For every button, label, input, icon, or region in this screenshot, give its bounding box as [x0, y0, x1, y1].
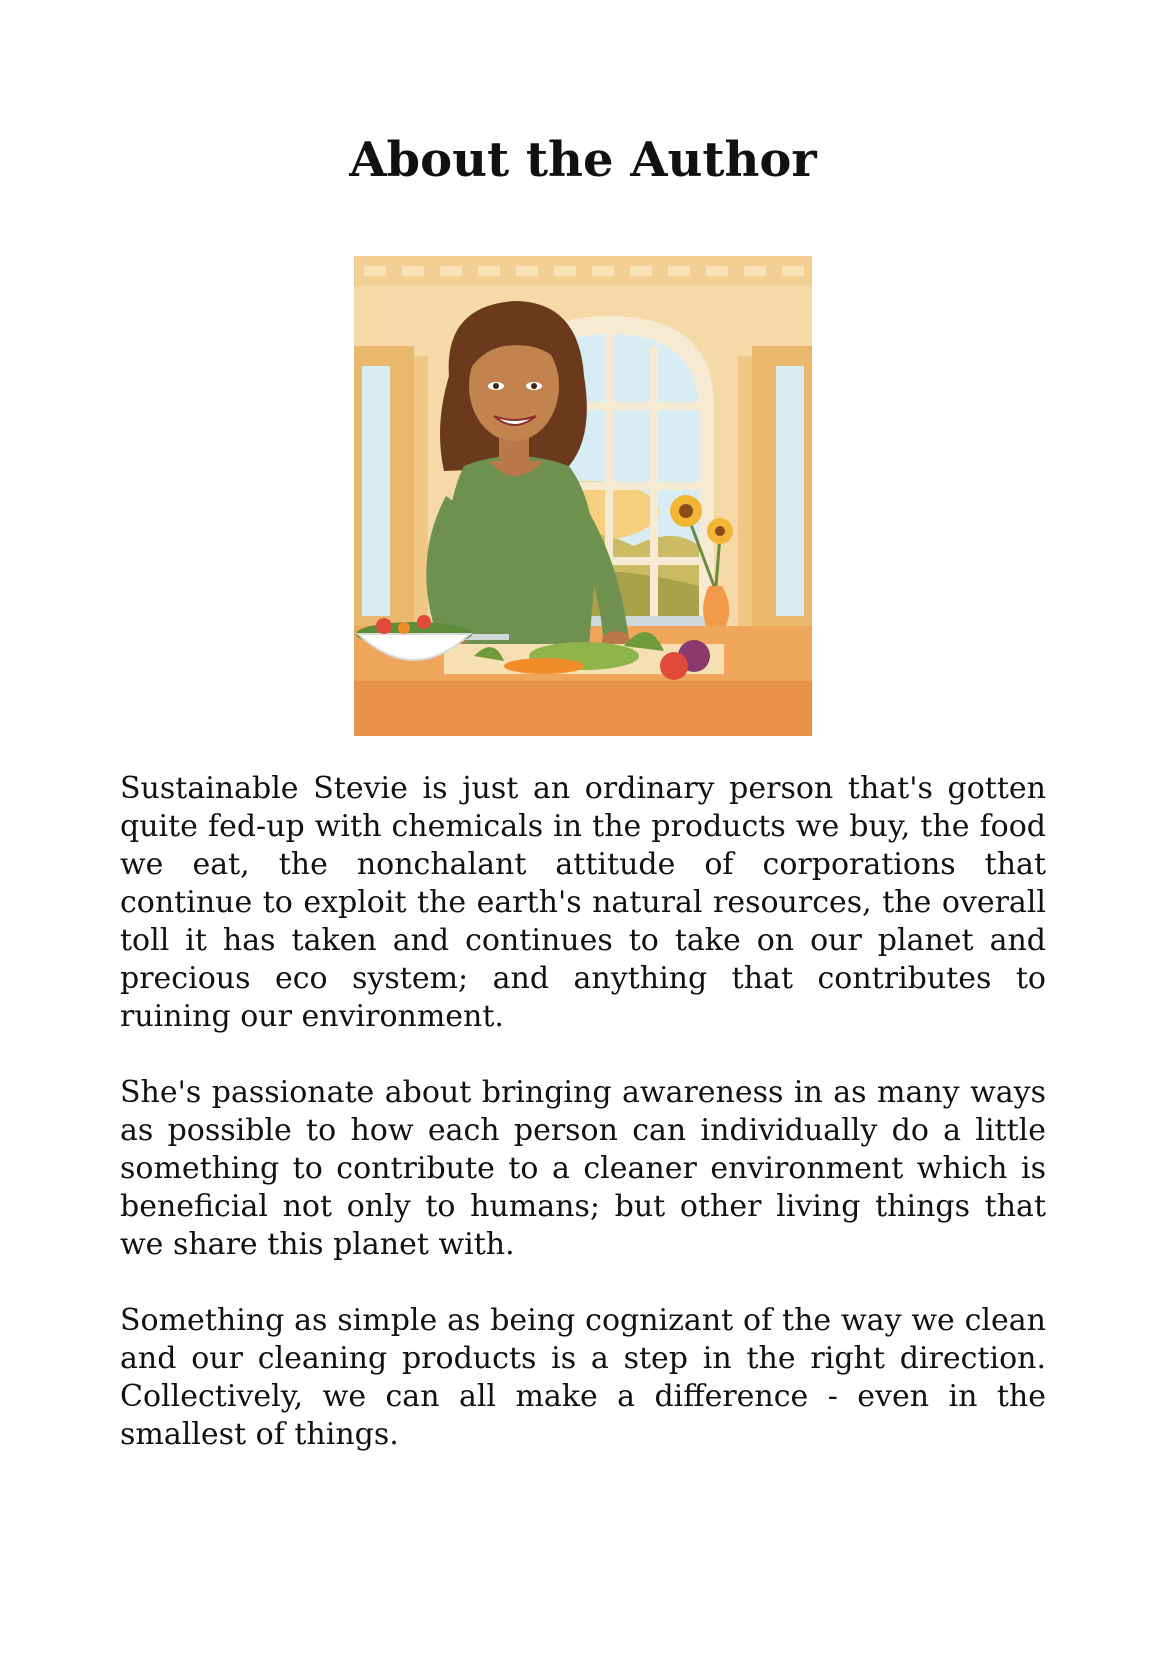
- bio-paragraph-2: She's passionate about bringing awareness in as many ways as possible to how each person can individually do a little something to contribute to a cleaner environment which is beneficial not only to humans; but other living things that we share this planet with.: [120, 1075, 1046, 1262]
- woman-cooking-illustration-icon: [354, 256, 812, 736]
- bio-paragraph-3: Something as simple as being cognizant of the way we clean and our cleaning products is a step in the right direction. Collectively, we can all make a difference - even in the smallest of things.: [120, 1303, 1046, 1452]
- author-bio: [120, 770, 1046, 1492]
- page-title: About the Author: [349, 132, 817, 188]
- author-illustration: [354, 256, 812, 736]
- bio-paragraph-1: Sustainable Stevie is just an ordinary person that's gotten quite fed-up with chemicals in the products we buy, the food we eat, the nonchalant attitude of corporations that continue to exploit the earth's natural resources, the overall toll it has taken and continues to take on our planet and precious eco system; and anything that contributes to ruining our environment.: [120, 771, 1046, 1034]
